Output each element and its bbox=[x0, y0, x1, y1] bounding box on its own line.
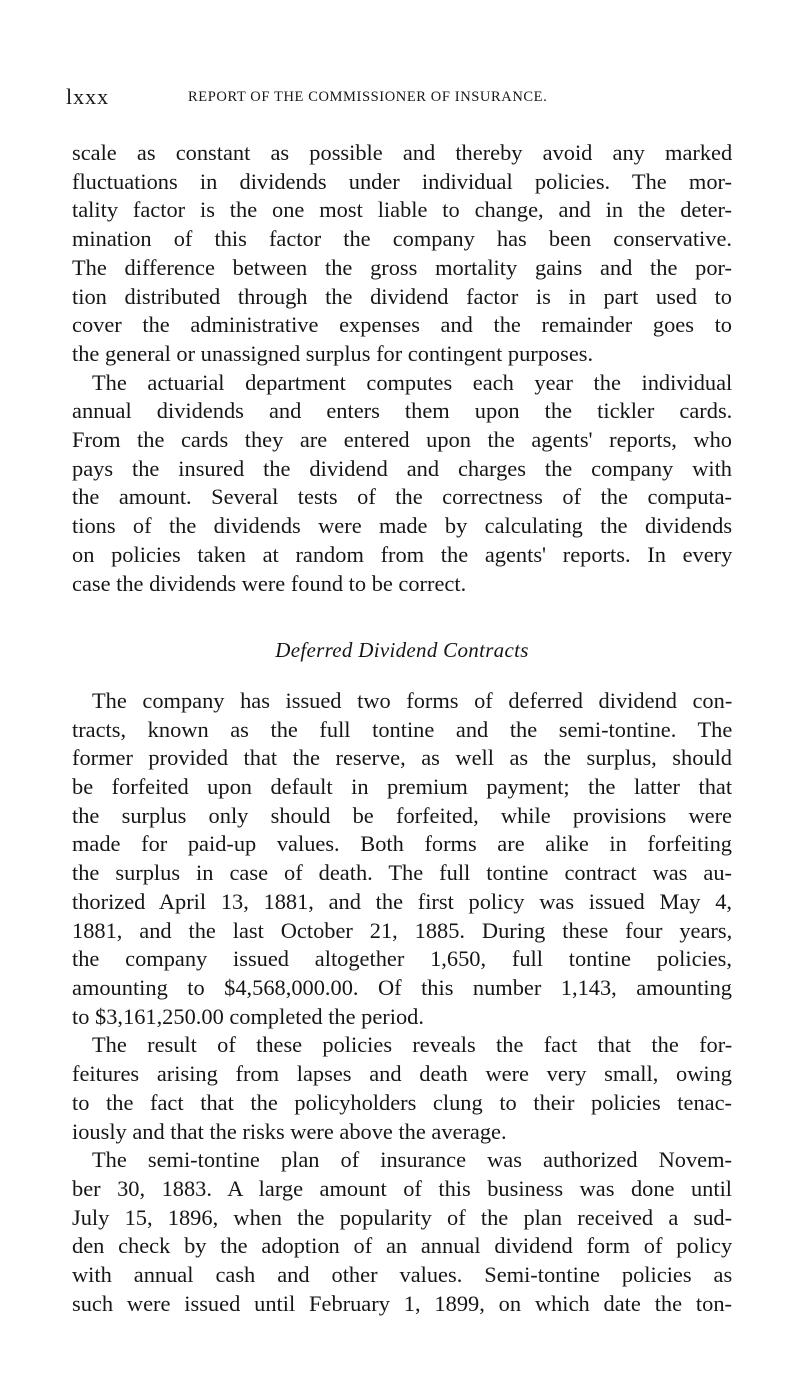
text-line: fluctuations in dividends under individual policies. The mor- bbox=[72, 168, 732, 194]
text-line: scale as constant as possible and thereby avoid any marked bbox=[72, 140, 733, 165]
paragraph-5 bbox=[72, 1146, 732, 1318]
paragraph-1 bbox=[72, 139, 732, 369]
text-line: the surplus in case of death. The full tontine contract was au- bbox=[72, 860, 732, 886]
text-line: feitures arising from lapses and death were very small, owing bbox=[72, 1061, 732, 1087]
text-line: ber 30, 1883. A large amount of this business was done until bbox=[72, 1175, 733, 1201]
body-text bbox=[72, 139, 732, 1318]
text-line: 1881, and the last October 21, 1885. During these four years, bbox=[72, 917, 733, 943]
text-line: tracts, known as the full tontine and the semi-tontine. The bbox=[72, 716, 733, 742]
text-line: made for paid-up values. Both forms are alike in forfeiting bbox=[72, 831, 732, 857]
text-line: be forfeited upon default in premium payment; the latter that bbox=[72, 774, 733, 800]
text-line: the general or unassigned surplus for contingent purposes. bbox=[72, 340, 594, 366]
text-line: tion distributed through the dividend factor is in part used to bbox=[72, 283, 732, 309]
page-header bbox=[66, 84, 730, 108]
paragraph-2 bbox=[72, 369, 732, 599]
paragraph-4 bbox=[72, 1031, 732, 1146]
text-line: tions of the dividends were made by calculating the dividends bbox=[72, 513, 733, 539]
text-line: mination of this factor the company has been conservative. bbox=[72, 226, 732, 252]
text-line: with annual cash and other values. Semi-tontine policies as bbox=[72, 1262, 733, 1288]
text-line: den check by the adoption of an annual dividend form of policy bbox=[72, 1233, 733, 1259]
text-line: The company has issued two forms of deferred dividend con- bbox=[92, 687, 733, 713]
text-line: the company issued altogether 1,650, full tontine policies, bbox=[72, 946, 732, 972]
text-line: tality factor is the one most liable to change, and in the deter- bbox=[72, 197, 732, 223]
text-line: to $3,161,250.00 completed the period. bbox=[72, 1003, 424, 1029]
text-line: to the fact that the policyholders clung to their policies tenac- bbox=[72, 1089, 732, 1115]
text-line: July 15, 1896, when the popularity of the plan received a sud- bbox=[72, 1204, 733, 1230]
text-line: former provided that the reserve, as well as the surplus, should bbox=[72, 745, 732, 771]
text-line: cover the administrative expenses and the remainder goes to bbox=[72, 312, 732, 338]
text-line: such were issued until February 1, 1899, on which date the ton- bbox=[72, 1290, 732, 1316]
page-number: lxxx bbox=[66, 84, 110, 109]
text-line: The result of these policies reveals the fact that the for- bbox=[92, 1032, 733, 1058]
text-line: The semi-tontine plan of insurance was authorized Novem- bbox=[92, 1147, 732, 1173]
text-line: thorized April 13, 1881, and the first policy was issued May 4, bbox=[72, 888, 732, 914]
section-heading: Deferred Dividend Contracts bbox=[275, 638, 529, 663]
paragraph-3 bbox=[72, 687, 732, 1031]
text-line: the amount. Several tests of the correctness of the computa- bbox=[72, 484, 732, 510]
text-line: amounting to $4,568,000.00. Of this number 1,143, amounting bbox=[72, 974, 732, 1000]
text-line: The difference between the gross mortality gains and the por- bbox=[72, 254, 732, 280]
text-line: case the dividends were found to be correct. bbox=[72, 570, 467, 596]
text-line: on policies taken at random from the agents' reports. In every bbox=[72, 541, 733, 567]
text-line: annual dividends and enters them upon the tickler cards. bbox=[72, 398, 733, 424]
text-line: pays the insured the dividend and charges the company with bbox=[72, 455, 732, 481]
text-line: the surplus only should be forfeited, while provisions were bbox=[72, 802, 732, 828]
text-line: The actuarial department computes each year the individual bbox=[92, 369, 733, 395]
running-head: REPORT OF THE COMMISSIONER OF INSURANCE. bbox=[188, 89, 548, 105]
text-line: iously and that the risks were above the average. bbox=[72, 1118, 507, 1144]
text-line: From the cards they are entered upon the agents' reports, who bbox=[72, 427, 732, 453]
